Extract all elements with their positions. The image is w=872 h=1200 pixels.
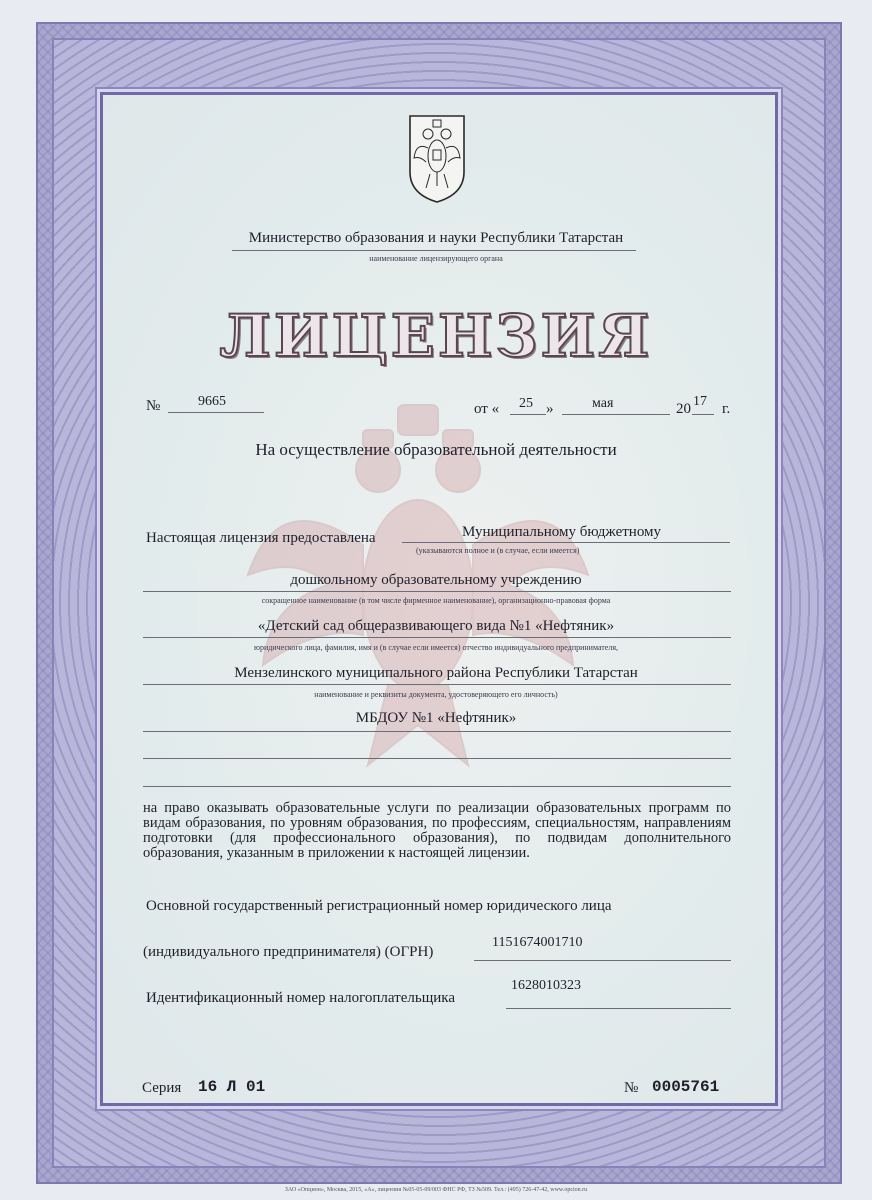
grantee-underline-2 [143, 591, 731, 592]
document-title: ЛИЦЕНЗИЯ [219, 302, 653, 370]
date-year-prefix: 20 [676, 401, 691, 417]
grantee-caption-1: (указываются полное и (в случае, если имеется) [416, 546, 580, 555]
grantee-underline-1 [402, 542, 730, 543]
blank-number-value: 0005761 [652, 1078, 720, 1096]
series-label: Серия [142, 1080, 182, 1096]
grantee-line-5: МБДОУ №1 «Нефтяник» [355, 710, 517, 726]
series-value: 16 Л 01 [198, 1078, 266, 1096]
date-year-unit: г. [722, 401, 731, 417]
issuing-authority: Министерство образования и науки Республики Татарстан [248, 230, 624, 246]
day-underline [510, 414, 546, 415]
grantee-caption-2: сокращенное наименование (в том числе фирменное наименование), организационно-правовая форма [261, 596, 611, 605]
grantee-underline-6 [143, 758, 731, 759]
printer-note: ЗАО «Опцион», Москва, 2015, «А», лицензия №05-05-09/003 ФНС РФ, ТЗ №509. Тел.: (495) 726-47-42, www.opcion.ru [284, 1187, 588, 1193]
ogrn-underline [474, 960, 731, 961]
blank-number-label: № [624, 1080, 639, 1096]
date-prefix: от « [474, 401, 500, 417]
coat-of-arms-icon [406, 112, 468, 204]
granted-label: Настоящая лицензия предоставлена [146, 530, 376, 546]
number-underline [168, 412, 264, 413]
date-mid: » [546, 401, 554, 417]
grantee-caption-3: юридического лица, фамилия, имя и (в случае если имеется) отчество индивидуального предпринимателя, [253, 643, 619, 652]
date-day: 25 [519, 396, 533, 411]
grantee-underline-3 [143, 637, 731, 638]
rights-paragraph: на право оказывать образовательные услуги по реализации образовательных программ по видам образования, по уровням образования, по профессиям, специальностям, направлениям подготовки (для профессионального образования), по подвидам дополнительного образования, указанным в приложении к настоящей лицензии. [143, 800, 731, 861]
date-year: 17 [693, 394, 707, 409]
number-label: № [146, 398, 161, 414]
grantee-underline-7 [143, 786, 731, 787]
grantee-underline-5 [143, 731, 731, 732]
inn-value: 1628010323 [511, 978, 581, 993]
license-number: 9665 [198, 394, 226, 409]
ogrn-label-line-1: Основной государственный регистрационный номер юридического лица [146, 898, 612, 914]
ogrn-value: 1151674001710 [492, 935, 583, 950]
authority-caption: наименование лицензирующего органа [369, 254, 503, 263]
activity-type: На осуществление образовательной деятельности [255, 440, 617, 459]
year-underline [692, 414, 714, 415]
grantee-line-3: «Детский сад общеразвивающего вида №1 «Нефтяник» [257, 618, 615, 634]
grantee-caption-4: наименование и реквизиты документа, удостоверяющего его личность) [314, 690, 558, 699]
grantee-line-4: Мензелинского муниципального района Республики Татарстан [234, 665, 638, 681]
inn-underline [506, 1008, 731, 1009]
grantee-line-1: Муниципальному бюджетному [462, 524, 662, 540]
date-month: мая [592, 396, 614, 411]
grantee-line-2: дошкольному образовательному учреждению [290, 572, 582, 588]
authority-underline [232, 250, 636, 251]
grantee-underline-4 [143, 684, 731, 685]
month-underline [562, 414, 670, 415]
ogrn-label-line-2: (индивидуального предпринимателя) (ОГРН) [143, 944, 434, 960]
inn-label: Идентификационный номер налогоплательщика [146, 990, 456, 1006]
